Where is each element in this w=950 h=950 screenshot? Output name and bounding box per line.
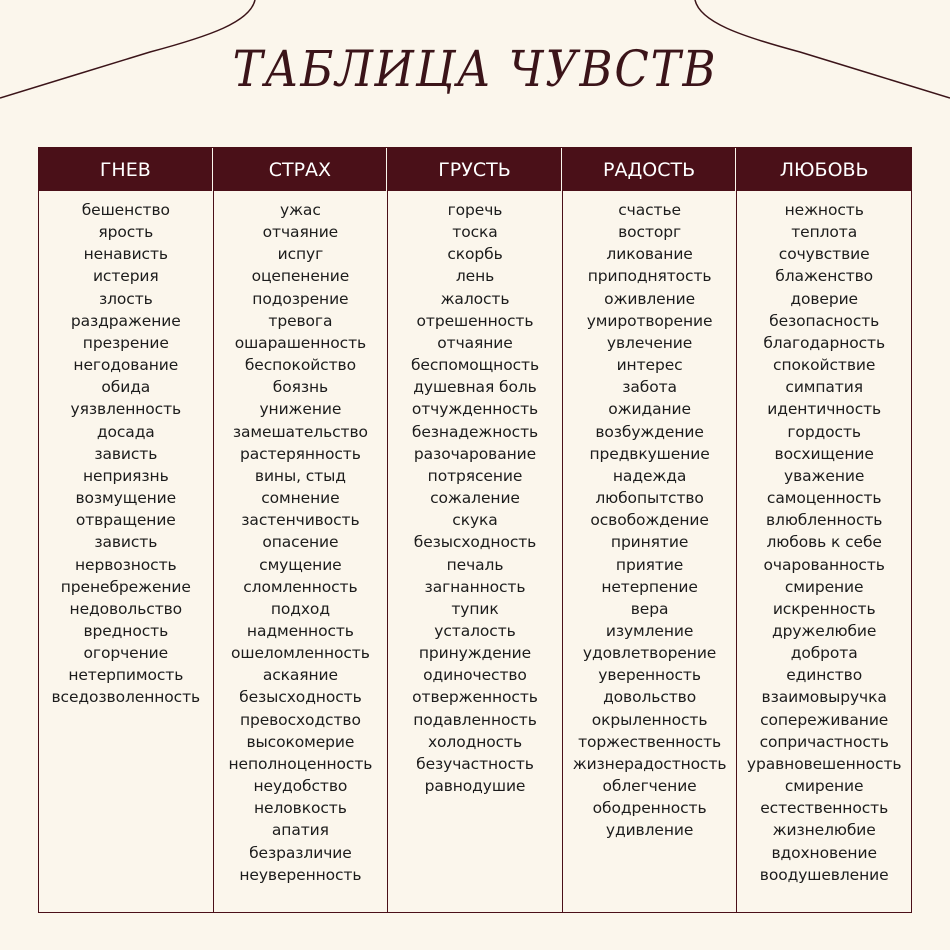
column-header: РАДОСТЬ bbox=[563, 148, 737, 191]
feeling-item: сожаление bbox=[430, 489, 520, 508]
feeling-item: симпатия bbox=[785, 378, 863, 397]
feeling-item: ожидание bbox=[608, 400, 691, 419]
feeling-item: взаимовыручка bbox=[761, 688, 887, 707]
feeling-item: вины, стыд bbox=[254, 466, 346, 485]
feeling-item: подавленность bbox=[413, 710, 537, 729]
column-4 bbox=[737, 148, 911, 912]
feeling-item: гордость bbox=[787, 422, 861, 441]
feeling-item: вера bbox=[630, 599, 669, 618]
feeling-item: пренебрежение bbox=[60, 577, 191, 596]
feeling-item: подозрение bbox=[252, 289, 349, 308]
feeling-item: злость bbox=[98, 289, 153, 308]
feeling-item: растерянность bbox=[240, 444, 361, 463]
feelings-table bbox=[38, 147, 912, 913]
feeling-item: унижение bbox=[259, 400, 342, 419]
feeling-item: ненависть bbox=[83, 245, 168, 264]
feeling-item: торжественность bbox=[578, 732, 722, 751]
feeling-list bbox=[39, 191, 213, 709]
feeling-item: неловкость bbox=[254, 799, 347, 818]
feeling-item: очарованность bbox=[763, 555, 885, 574]
feeling-item: холодность bbox=[427, 732, 523, 751]
feeling-item: отчужденность bbox=[411, 400, 539, 419]
feeling-item: идентичность bbox=[767, 400, 882, 419]
feeling-item: возбуждение bbox=[595, 422, 704, 441]
feeling-item: ярость bbox=[98, 223, 154, 242]
feeling-item: уравновешенность bbox=[746, 754, 902, 773]
feeling-item: ликование bbox=[606, 245, 693, 264]
column-0 bbox=[39, 148, 214, 912]
feeling-item: нетерпимость bbox=[68, 666, 184, 685]
feeling-item: единство bbox=[786, 666, 863, 685]
feeling-item: опасение bbox=[262, 533, 339, 552]
feeling-item: принятие bbox=[610, 533, 689, 552]
feeling-item: замешательство bbox=[232, 422, 368, 441]
feeling-item: безнадежность bbox=[411, 422, 539, 441]
feeling-item: интерес bbox=[616, 356, 683, 375]
feeling-item: неудобство bbox=[253, 777, 348, 796]
feeling-item: безучастность bbox=[416, 754, 534, 773]
feeling-item: надежда bbox=[612, 466, 687, 485]
feeling-item: любовь к себе bbox=[766, 533, 882, 552]
feeling-item: принуждение bbox=[418, 644, 532, 663]
feeling-item: душевная боль bbox=[413, 378, 537, 397]
column-1 bbox=[214, 148, 389, 912]
column-header: СТРАХ bbox=[214, 148, 388, 191]
feeling-item: блаженство bbox=[775, 267, 874, 286]
feeling-item: отчаяние bbox=[437, 333, 513, 352]
feeling-list bbox=[388, 191, 562, 797]
feeling-item: испуг bbox=[277, 245, 324, 264]
feeling-item: благодарность bbox=[763, 333, 885, 352]
feeling-item: загнанность bbox=[424, 577, 526, 596]
feeling-item: апатия bbox=[271, 821, 329, 840]
feeling-item: удовлетворение bbox=[582, 644, 717, 663]
feeling-item: ошеломленность bbox=[231, 644, 370, 663]
feeling-item: превосходство bbox=[239, 710, 361, 729]
feeling-item: искренность bbox=[772, 599, 876, 618]
feeling-item: потрясение bbox=[427, 466, 523, 485]
feeling-list bbox=[563, 191, 737, 842]
feeling-list bbox=[214, 191, 388, 886]
feeling-item: ужас bbox=[280, 201, 321, 219]
feeling-item: жизнелюбие bbox=[772, 821, 876, 840]
feeling-item: обида bbox=[101, 378, 151, 397]
feeling-item: печаль bbox=[446, 555, 504, 574]
feeling-item: тупик bbox=[451, 599, 499, 618]
feeling-item: отверженность bbox=[412, 688, 538, 707]
feeling-item: оцепенение bbox=[251, 267, 350, 286]
feeling-item: надменность bbox=[246, 621, 354, 640]
feeling-item: умиротворение bbox=[586, 311, 713, 330]
feeling-item: вредность bbox=[83, 621, 169, 640]
feeling-item: беспокойство bbox=[244, 356, 356, 375]
feeling-item: усталость bbox=[434, 621, 516, 640]
page-title: ТАБЛИЦА ЧУВСТВ bbox=[232, 40, 718, 98]
feeling-item: вдохновение bbox=[771, 843, 877, 862]
feeling-item: скука bbox=[452, 511, 498, 530]
feeling-item: истерия bbox=[92, 267, 159, 286]
feeling-item: безопасность bbox=[769, 311, 880, 330]
feeling-item: тревога bbox=[268, 311, 333, 330]
feeling-item: жизнерадостность bbox=[572, 754, 727, 773]
feeling-item: отчаяние bbox=[262, 223, 339, 242]
feeling-item: негодование bbox=[73, 356, 179, 375]
feeling-item: нежность bbox=[784, 201, 864, 219]
feeling-item: безысходность bbox=[239, 688, 362, 707]
feeling-item: удивление bbox=[605, 821, 694, 840]
feeling-item: доверие bbox=[790, 289, 858, 308]
feeling-item: сопричастность bbox=[759, 732, 889, 751]
feeling-item: тоска bbox=[452, 223, 498, 242]
feeling-item: восхищение bbox=[774, 444, 874, 463]
feeling-item: предвкушение bbox=[589, 444, 710, 463]
feeling-item: недовольство bbox=[69, 599, 183, 618]
feeling-item: сломленность bbox=[243, 577, 358, 596]
column-header: ГНЕВ bbox=[39, 148, 213, 191]
feeling-item: восторг bbox=[618, 223, 682, 242]
feeling-item: сомнение bbox=[261, 489, 340, 508]
feeling-item: дружелюбие bbox=[771, 621, 877, 640]
feeling-item: приподнятость bbox=[587, 267, 712, 286]
feeling-item: уважение bbox=[784, 466, 865, 485]
feeling-item: аскаяние bbox=[262, 666, 338, 685]
column-3 bbox=[563, 148, 738, 912]
feeling-item: довольство bbox=[603, 688, 697, 707]
feeling-item: жалость bbox=[440, 289, 510, 308]
feeling-item: воодушевление bbox=[759, 865, 889, 884]
feeling-item: естественность bbox=[760, 799, 889, 818]
feeling-item: презрение bbox=[82, 333, 169, 352]
feeling-item: горечь bbox=[447, 201, 503, 219]
feeling-item: застенчивость bbox=[241, 511, 360, 530]
feeling-item: нервозность bbox=[75, 555, 177, 574]
feeling-item: одиночество bbox=[423, 666, 527, 685]
feeling-item: скорбь bbox=[447, 245, 503, 264]
feeling-item: беспомощность bbox=[410, 356, 539, 375]
feeling-item: влюбленность bbox=[766, 511, 883, 530]
feeling-item: смущение bbox=[259, 555, 342, 574]
feeling-item: окрыленность bbox=[591, 710, 708, 729]
feeling-item: огорчение bbox=[83, 644, 169, 663]
feeling-item: равнодушие bbox=[424, 777, 526, 796]
column-2 bbox=[388, 148, 563, 912]
feeling-item: ободренность bbox=[592, 799, 707, 818]
feeling-item: теплота bbox=[791, 223, 858, 242]
feeling-list bbox=[737, 191, 911, 886]
feeling-item: смирение bbox=[784, 777, 864, 796]
feeling-item: счастье bbox=[618, 201, 681, 219]
feeling-item: спокойствие bbox=[773, 356, 876, 375]
feeling-item: оживление bbox=[604, 289, 696, 308]
feeling-item: раздражение bbox=[70, 311, 181, 330]
feeling-item: бешенство bbox=[81, 201, 170, 219]
feeling-item: сочувствие bbox=[778, 245, 870, 264]
feeling-item: освобождение bbox=[590, 511, 709, 530]
feeling-item: отвращение bbox=[75, 511, 176, 530]
feeling-item: высокомерие bbox=[246, 732, 355, 751]
feeling-item: нетерпение bbox=[601, 577, 698, 596]
feeling-item: зависть bbox=[94, 444, 158, 463]
feeling-item: увлечение bbox=[606, 333, 693, 352]
feeling-item: разочарование bbox=[413, 444, 537, 463]
feeling-item: досада bbox=[96, 422, 155, 441]
column-header: ГРУСТЬ bbox=[388, 148, 562, 191]
feeling-item: неполноценность bbox=[228, 754, 373, 773]
feeling-item: смирение bbox=[784, 577, 864, 596]
feeling-item: безысходность bbox=[413, 533, 537, 552]
feeling-item: возмущение bbox=[75, 489, 177, 508]
feeling-item: уверенность bbox=[598, 666, 701, 685]
feeling-item: самоценность bbox=[766, 489, 882, 508]
feeling-item: изумление bbox=[605, 621, 694, 640]
feeling-item: приятие bbox=[615, 555, 684, 574]
column-header: ЛЮБОВЬ bbox=[737, 148, 911, 191]
feeling-item: ошарашенность bbox=[234, 333, 367, 352]
feeling-item: вседозволенность bbox=[51, 688, 201, 707]
feeling-item: безразличие bbox=[249, 843, 352, 862]
feeling-item: любопытство bbox=[595, 489, 704, 508]
feeling-item: доброта bbox=[790, 644, 858, 663]
feeling-item: уязвленность bbox=[70, 400, 182, 419]
feeling-item: сопереживание bbox=[760, 710, 889, 729]
feeling-item: неуверенность bbox=[239, 865, 362, 884]
feeling-item: зависть bbox=[94, 533, 158, 552]
feeling-item: облегчение bbox=[602, 777, 697, 796]
feeling-item: отрешенность bbox=[416, 311, 534, 330]
feeling-item: неприязнь bbox=[82, 466, 169, 485]
feeling-item: лень bbox=[455, 267, 495, 286]
feeling-item: забота bbox=[622, 378, 677, 397]
feeling-item: боязнь bbox=[272, 378, 329, 397]
feeling-item: подход bbox=[270, 599, 330, 618]
